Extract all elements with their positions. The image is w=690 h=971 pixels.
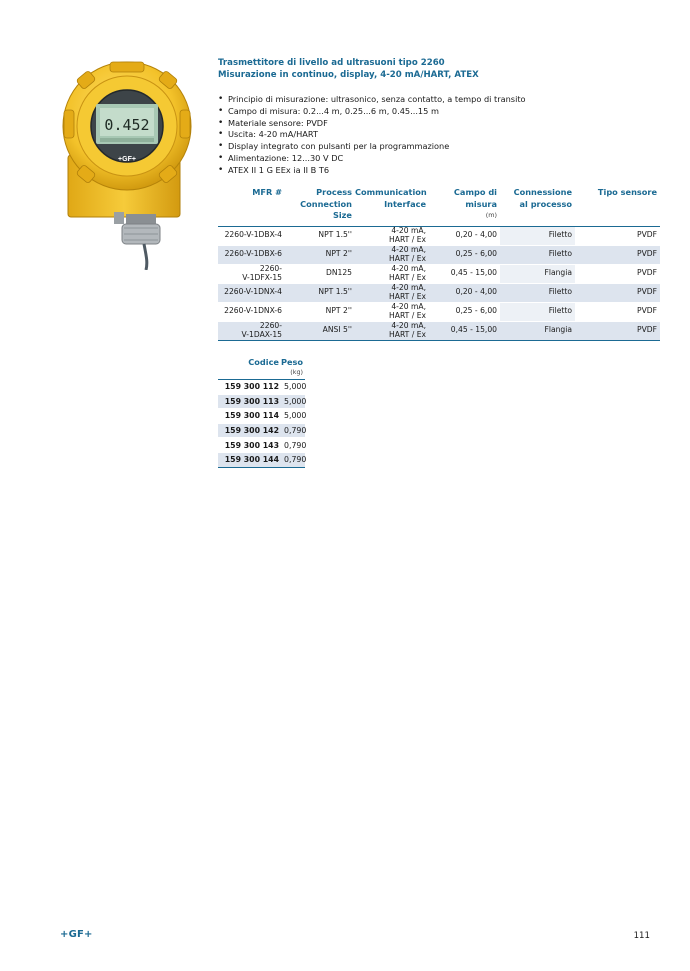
svg-text:+GF+: +GF+: [118, 156, 136, 163]
feature-item: • Display integrato con pulsanti per la programmazione: [218, 141, 450, 152]
cell-sensor: PVDF: [575, 226, 660, 245]
cell-comm: 4-20 mA, HART / Ex: [355, 245, 429, 264]
cell-sensor: PVDF: [575, 245, 660, 264]
col-communication: Communication Interface: [355, 187, 427, 209]
cell-mfr: 2260- V-1DAX-15: [218, 321, 285, 340]
cell-process: NPT 2'': [285, 245, 355, 264]
col-weight: Peso (kg): [281, 357, 304, 376]
feature-list: [218, 94, 658, 177]
cell-connection: Filetto: [500, 226, 575, 245]
bullet-icon: •: [218, 141, 224, 152]
feature-item: • Principio di misurazione: ultrasonico, senza contatto, a tempo di transito: [218, 94, 526, 104]
cell-comm: 4-20 mA, HART / Ex: [355, 264, 429, 283]
product-title: [218, 57, 658, 81]
table-row: [218, 394, 305, 409]
spec-header-row: [218, 186, 660, 226]
cell-connection: Flangia: [500, 264, 575, 283]
cell-code: 159 300 142: [218, 423, 281, 438]
cell-code: 159 300 114: [218, 409, 281, 424]
cell-weight: 5,000: [281, 394, 305, 409]
title-line-1: Trasmettitore di livello ad ultrasuoni tipo 2260: [218, 58, 445, 68]
cell-code: 159 300 113: [218, 394, 281, 409]
feature-item: • Alimentazione: 12...30 V DC: [218, 152, 344, 163]
cell-sensor: PVDF: [575, 283, 660, 302]
table-row: [218, 380, 305, 395]
bullet-icon: •: [218, 152, 224, 163]
table-row: [218, 452, 305, 467]
cell-process: ANSI 5'': [285, 321, 355, 340]
bullet-icon: •: [218, 117, 224, 128]
bullet-icon: •: [218, 105, 224, 116]
cell-connection: Filetto: [500, 283, 575, 302]
cell-code: 159 300 112: [218, 380, 281, 395]
cell-sensor: PVDF: [575, 264, 660, 283]
cell-weight: 0,790: [281, 452, 305, 467]
cell-weight: 5,000: [281, 409, 305, 424]
cell-range: 0,45 - 15,00: [429, 321, 500, 340]
cell-mfr: 2260-V-1DNX-4: [218, 283, 285, 302]
cell-connection: Filetto: [500, 245, 575, 264]
cell-process: DN125: [285, 264, 355, 283]
col-mfr: MFR #: [252, 187, 282, 197]
bullet-icon: •: [218, 94, 224, 104]
cell-range: 0,25 - 6,00: [429, 302, 500, 321]
table-row: [218, 226, 660, 245]
cell-weight: 0,790: [281, 423, 305, 438]
svg-text:0.452: 0.452: [104, 116, 150, 134]
table-row: [218, 302, 660, 321]
feature-item: • Campo di misura: 0.2...4 m, 0.25...6 m, 0.45...15 m: [218, 105, 439, 116]
table-row: [218, 245, 660, 264]
cell-range: 0,20 - 4,00: [429, 226, 500, 245]
cell-mfr: 2260-V-1DNX-6: [218, 302, 285, 321]
col-sensor-type: Tipo sensore: [597, 187, 657, 197]
feature-item: • ATEX II 1 G EEx ia II B T6: [218, 164, 330, 175]
cell-mfr: 2260- V-1DFX-15: [218, 264, 285, 283]
cell-range: 0,25 - 6,00: [429, 245, 500, 264]
cell-range: 0,20 - 4,00: [429, 283, 500, 302]
cell-connection: Filetto: [500, 302, 575, 321]
cell-process: NPT 2'': [285, 302, 355, 321]
order-code-table: [218, 357, 305, 468]
bullet-icon: •: [218, 164, 224, 175]
table-row: [218, 283, 660, 302]
col-process-connection: Process Connection Size: [300, 187, 352, 220]
table-row: [218, 409, 305, 424]
table-row: [218, 423, 305, 438]
gf-logo: +GF+: [60, 929, 93, 940]
cell-comm: 4-20 mA, HART / Ex: [355, 283, 429, 302]
page-number: 111: [633, 931, 650, 941]
cell-code: 159 300 144: [218, 452, 281, 467]
feature-item: • Materiale sensore: PVDF: [218, 117, 328, 128]
cell-process: NPT 1.5'': [285, 283, 355, 302]
cell-comm: 4-20 mA, HART / Ex: [355, 302, 429, 321]
cell-weight: 5,000: [281, 380, 305, 395]
spec-table: [218, 186, 660, 341]
table-row: [218, 321, 660, 340]
cell-mfr: 2260-V-1DBX-4: [218, 226, 285, 245]
cell-sensor: PVDF: [575, 302, 660, 321]
cell-process: NPT 1.5'': [285, 226, 355, 245]
cell-connection: Flangia: [500, 321, 575, 340]
table-row: [218, 264, 660, 283]
order-header-row: [218, 357, 305, 380]
cell-sensor: PVDF: [575, 321, 660, 340]
bullet-icon: •: [218, 129, 224, 140]
product-image: [60, 60, 195, 270]
table-row: [218, 438, 305, 453]
cell-weight: 0,790: [281, 438, 305, 453]
title-line-2: Misurazione in continuo, display, 4-20 mA/HART, ATEX: [218, 70, 479, 80]
cell-code: 159 300 143: [218, 438, 281, 453]
cell-mfr: 2260-V-1DBX-6: [218, 245, 285, 264]
cell-comm: 4-20 mA, HART / Ex: [355, 226, 429, 245]
cell-range: 0,45 - 15,00: [429, 264, 500, 283]
col-process-connection-type: Connessione al processo: [513, 187, 572, 209]
feature-item: • Uscita: 4-20 mA/HART: [218, 129, 318, 140]
col-measuring-range: Campo di misura (m): [453, 187, 497, 219]
cell-comm: 4-20 mA, HART / Ex: [355, 321, 429, 340]
col-code: Codice: [248, 357, 279, 367]
